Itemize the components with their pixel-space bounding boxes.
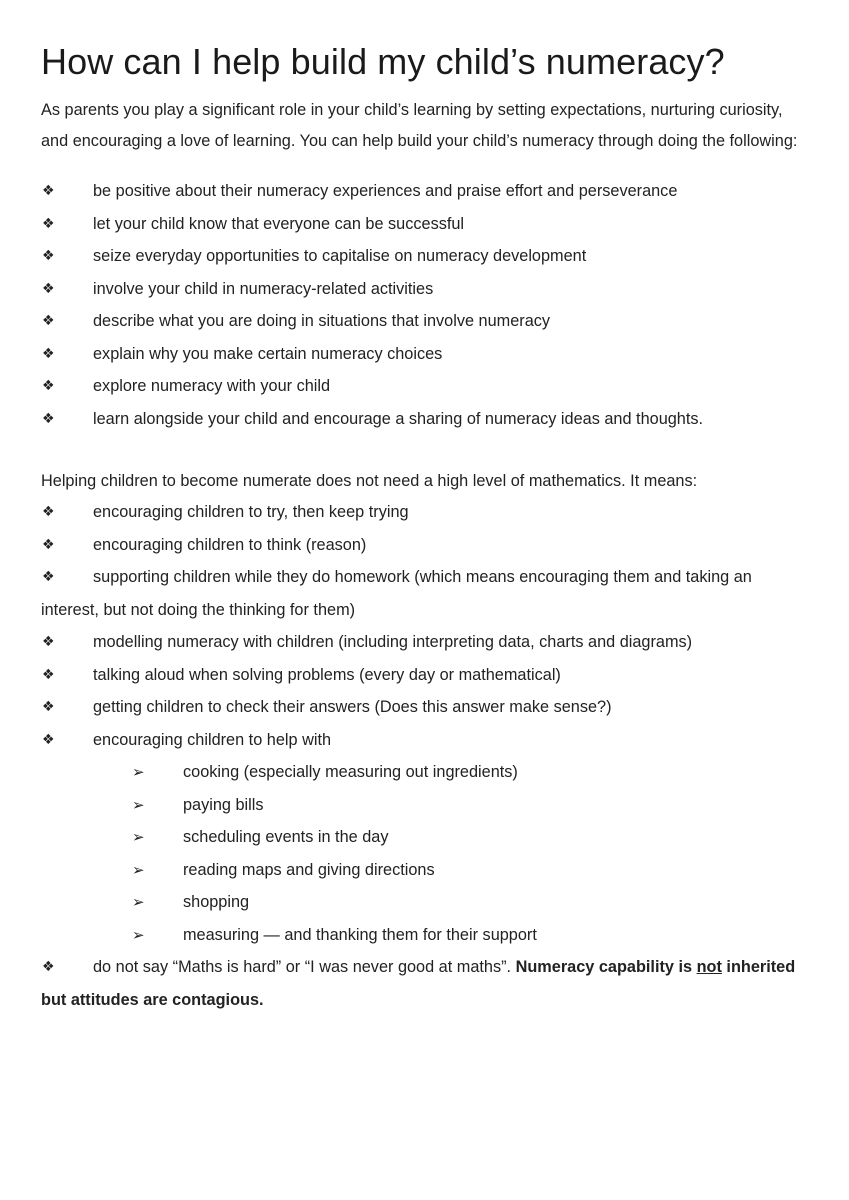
sub-list-item-text: shopping xyxy=(183,893,250,911)
help-with-sublist xyxy=(41,756,808,951)
diamond-bullet-icon: ❖ xyxy=(42,280,55,297)
list-item-text: encouraging children to think (reason) xyxy=(93,535,367,554)
diamond-bullet-icon: ❖ xyxy=(42,410,55,427)
list-item-text: encouraging children to help with xyxy=(93,730,332,749)
diamond-bullet-icon: ❖ xyxy=(42,248,55,264)
list-item xyxy=(41,626,808,659)
closing-underlined-text: not xyxy=(696,958,722,976)
list-item xyxy=(41,208,808,241)
arrow-bullet-icon: ➢ xyxy=(132,925,145,944)
list-item xyxy=(41,240,808,273)
arrow-bullet-icon: ➢ xyxy=(132,763,145,781)
list-item xyxy=(41,691,808,724)
tips-list xyxy=(41,175,808,435)
diamond-bullet-icon: ❖ xyxy=(42,959,55,975)
list-item xyxy=(41,273,808,306)
list-item-text: involve your child in numeracy-related activities xyxy=(93,279,434,298)
list-item-text: supporting children while they do homework (which means encouraging them and taking an interest, but not doing the thinking for them) xyxy=(41,568,752,619)
arrow-bullet-icon: ➢ xyxy=(132,860,145,879)
list-item xyxy=(41,529,808,562)
sub-list-item-text: scheduling events in the day xyxy=(183,828,389,846)
diamond-bullet-icon: ❖ xyxy=(42,378,55,394)
list-item xyxy=(41,370,808,403)
sub-list-item-text: paying bills xyxy=(183,795,264,814)
list-item xyxy=(41,175,808,208)
list-item-text: be positive about their numeracy experiences and praise effort and perseverance xyxy=(93,182,678,200)
arrow-bullet-icon: ➢ xyxy=(132,795,145,814)
list-item xyxy=(41,305,808,338)
list-item-text: talking aloud when solving problems (every day or mathematical) xyxy=(93,665,561,684)
diamond-bullet-icon: ❖ xyxy=(42,215,55,232)
diamond-bullet-icon: ❖ xyxy=(42,183,55,199)
sub-list-item xyxy=(41,886,808,919)
closing-plain-text: do not say “Maths is hard” or “I was never good at maths”. xyxy=(93,958,516,976)
list-item-text: seize everyday opportunities to capitalise on numeracy development xyxy=(93,247,587,265)
sub-list-item xyxy=(41,854,808,887)
sub-list-item xyxy=(41,756,808,789)
numerate-list xyxy=(41,496,808,756)
diamond-bullet-icon: ❖ xyxy=(42,634,55,650)
page-title: How can I help build my child’s numeracy? xyxy=(41,41,725,82)
sub-list-item xyxy=(41,789,808,822)
section-two-intro: Helping children to become numerate does not need a high level of mathematics. It means: xyxy=(41,472,698,490)
sub-list-item xyxy=(41,821,808,854)
list-item-text: describe what you are doing in situations that involve numeracy xyxy=(93,312,551,330)
list-item-text: encouraging children to try, then keep trying xyxy=(93,503,409,521)
closing-statement xyxy=(41,951,808,1016)
list-item-text: modelling numeracy with children (including interpreting data, charts and diagrams) xyxy=(93,633,693,651)
list-item xyxy=(41,338,808,371)
diamond-bullet-icon: ❖ xyxy=(42,313,55,329)
list-item-text: learn alongside your child and encourage a sharing of numeracy ideas and thoughts. xyxy=(93,409,704,428)
diamond-bullet-icon: ❖ xyxy=(42,345,55,362)
sub-list-item-text: cooking (especially measuring out ingredients) xyxy=(183,763,518,781)
list-item xyxy=(41,561,808,626)
arrow-bullet-icon: ➢ xyxy=(132,828,145,846)
list-item-text: explore numeracy with your child xyxy=(93,377,331,395)
sub-list-item-text: reading maps and giving directions xyxy=(183,860,435,879)
list-item-text: getting children to check their answers (Does this answer make sense?) xyxy=(93,698,612,716)
closing-bold-text-end: inherited but attitudes are contagious. xyxy=(41,958,796,1009)
diamond-bullet-icon: ❖ xyxy=(42,504,55,520)
list-item xyxy=(41,403,808,436)
list-item-text: explain why you make certain numeracy choices xyxy=(93,344,443,363)
diamond-bullet-icon: ❖ xyxy=(42,666,55,683)
list-item-text: let your child know that everyone can be successful xyxy=(93,214,465,233)
intro-paragraph: As parents you play a significant role in your child’s learning by setting expectations, nurturing curiosity, and encouraging a love of learning. You can help build your child’s numeracy through doing the following: xyxy=(41,101,798,150)
sub-list-item-text: measuring — and thanking them for their support xyxy=(183,925,537,944)
closing-bold-text: Numeracy capability is xyxy=(515,958,697,976)
diamond-bullet-icon: ❖ xyxy=(42,731,55,748)
list-item xyxy=(41,724,808,757)
list-item xyxy=(41,659,808,692)
diamond-bullet-icon: ❖ xyxy=(42,569,55,585)
list-item xyxy=(41,496,808,529)
sub-list-item xyxy=(41,919,808,952)
diamond-bullet-icon: ❖ xyxy=(42,699,55,715)
diamond-bullet-icon: ❖ xyxy=(42,536,55,553)
arrow-bullet-icon: ➢ xyxy=(132,893,145,911)
